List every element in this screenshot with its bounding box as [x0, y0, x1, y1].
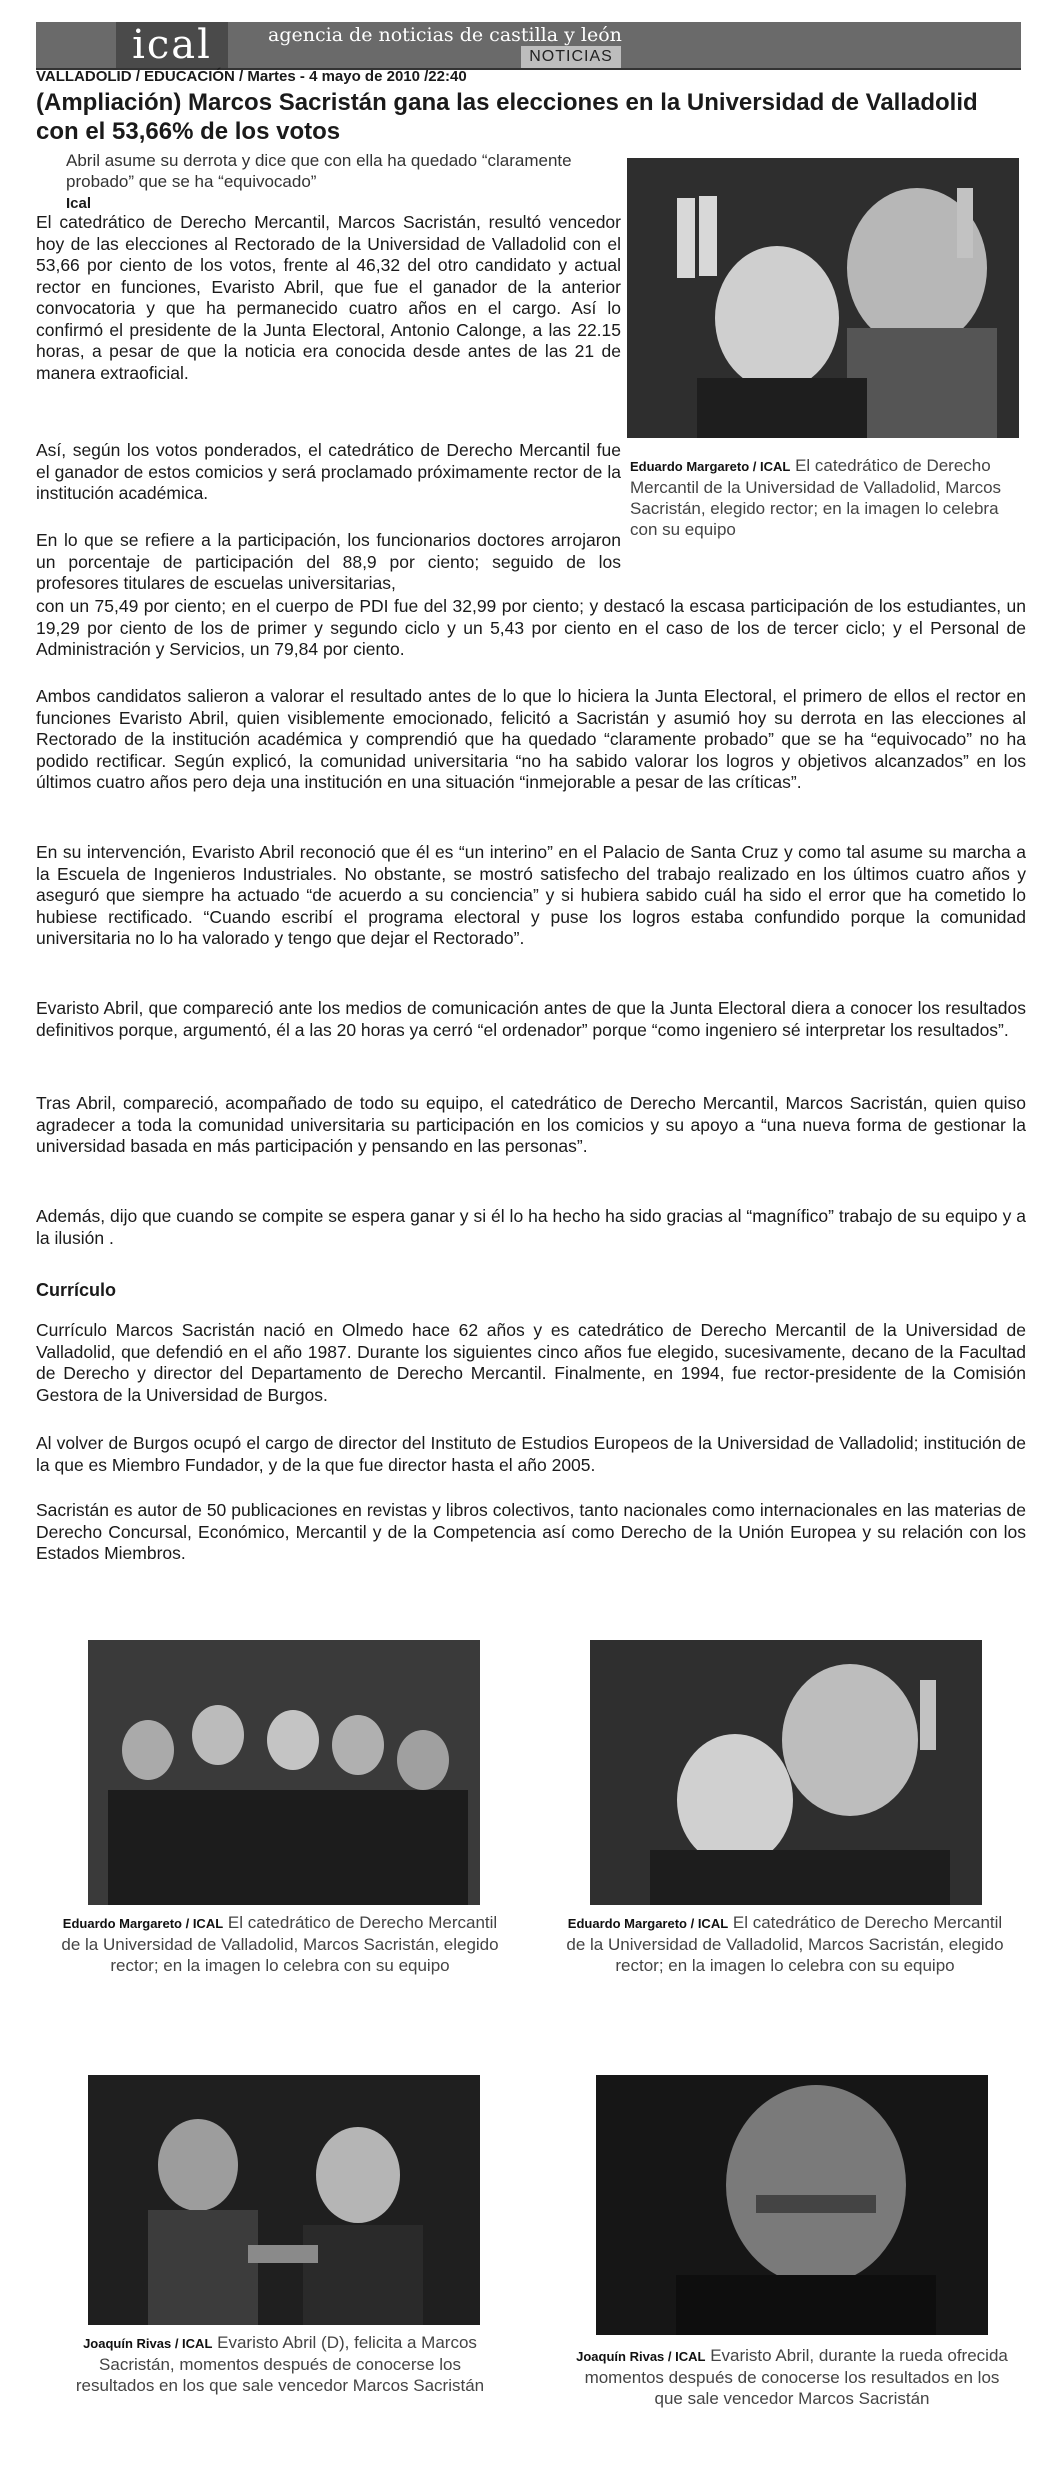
caption-text: Evaristo Abril, durante la rueda ofrecida momentos después de conocerse los resultados en los que sale vencedor Marcos Sacristán	[584, 2346, 1008, 2408]
caption-press-conference	[572, 2345, 1012, 2409]
body-paragraph: con un 75,49 por ciento; en el cuerpo de PDI fue del 32,99 por ciento; y destacó la escasa participación de los estudiantes, un 19,29 por ciento de los de primer y segundo ciclo y un 5,43 por ciento en el caso de los de tercer ciclo; y el Personal de Administración y Servicios, un 79,84 por ciento.	[36, 596, 1026, 659]
agency-tag: Ical	[66, 195, 92, 212]
photo-celebration-closeup-image	[590, 1640, 982, 1905]
photo-press-conference-image	[596, 2075, 988, 2335]
ical-logo: ical	[116, 22, 228, 68]
photo-celebration-closeup	[590, 1640, 982, 1905]
subheadline: Abril asume su derrota y dice que con ella ha quedado “claramente probado” que se ha “equivocado”	[66, 151, 572, 191]
caption-handshake	[60, 2332, 500, 2396]
photo-team-group	[88, 1640, 480, 1905]
body-paragraph: El catedrático de Derecho Mercantil, Marcos Sacristán, resultó vencedor hoy de las elecciones al Rectorado de la Universidad de Valladolid con el 53,66 por ciento de los votos, frente al 46,32 del otro candidato y actual rector en funciones, Evaristo Abril, que fue el ganador de la anterior convocatoria y que ha permanecido cuatro años en el cargo. Así lo confirmó el presidente de la Junta Electoral, Antonio Calonge, a las 22.15 horas, a pesar de que la noticia era conocida desde antes de las 21 de manera extraoficial.	[36, 212, 621, 383]
caption-celebration-closeup	[565, 1912, 1005, 1976]
caption-team-group	[60, 1912, 500, 1976]
body-paragraph: Ambos candidatos salieron a valorar el resultado antes de lo que lo hiciera la Junta Electoral, el primero de ellos el rector en funciones Evaristo Abril, quien visiblemente emocionado, felicitó a Sacristán y asumió hoy su derrota en las elecciones al Rectorado de la institución académica y comprendió que ha quedado “claramente probado” que se ha “equivocado” no ha podido rectificar. Según explicó, la comunidad universitaria “no ha sabido valorar los logros y objetivos alcanzados” en los últimos cuatro años pero deja una institución en una situación “inmejorable a pesar de las críticas”.	[36, 686, 1026, 792]
cv-paragraph: Al volver de Burgos ocupó el cargo de director del Instituto de Estudios Europeos de la Universidad de Valladolid; institución de la que es Miembro Fundador, y de la que fue director hasta el año 2005.	[36, 1433, 1026, 1475]
cv-heading: Currículo	[36, 1280, 117, 1300]
caption-credit: Eduardo Margareto / ICAL	[62, 1916, 224, 1931]
photo-handshake-image	[88, 2075, 480, 2325]
caption-text: Evaristo Abril (D), felicita a Marcos Sacristán, momentos después de conocerse los resultados en los que sale vencedor Marcos Sacristán	[75, 2333, 485, 2395]
caption-top	[630, 455, 1022, 540]
section-label: NOTICIAS	[521, 46, 621, 68]
body-paragraph: En lo que se refiere a la participación, los funcionarios doctores arrojaron un porcentaje de participación del 88,9 por ciento; seguido de los profesores titulares de escuelas universitarias,	[36, 530, 621, 593]
body-paragraph: Así, según los votos ponderados, el catedrático de Derecho Mercantil fue el ganador de estos comicios y será proclamado próximamente rector de la institución académica.	[36, 440, 621, 503]
agency-name: agencia de noticias de castilla y león	[268, 24, 622, 46]
photo-handshake	[88, 2075, 480, 2325]
cv-paragraph: Sacristán es autor de 50 publicaciones en revistas y libros colectivos, tanto nacionales como internacionales en las materias de Derecho Concursal, Económico, Mercantil y de la Competencia así como Derecho de la Unión Europea y su relación con los Estados Miembros.	[36, 1500, 1026, 1563]
photo-celebration-top-image	[627, 158, 1019, 438]
body-paragraph: En su intervención, Evaristo Abril reconoció que él es “un interino” en el Palacio de Santa Cruz y como tal asume su marcha a la Escuela de Ingenieros Industriales. No obstante, se mostró satisfecho del trabajo realizado en los últimos cuatro años y aseguró que siempre ha actuado “de acuerdo a su conciencia” y si hubiera sabido cuál ha sido el error que ha cometido lo hubiese rectificado. “Cuando escribí el programa electoral y puse los logros estaba confundido porque la comunidad universitaria no lo ha valorado y tengo que dejar el Rectorado”.	[36, 842, 1026, 948]
body-paragraph: Tras Abril, compareció, acompañado de todo su equipo, el catedrático de Derecho Mercantil, Marcos Sacristán, quien quiso agradecer a toda la comunidad universitaria su participación en los comicios y su apoyo a “una nueva forma de gestionar la universidad basada en más participación y pensando en las personas”.	[36, 1093, 1026, 1156]
caption-credit: Eduardo Margareto / ICAL	[630, 459, 791, 474]
photo-press-conference	[596, 2075, 988, 2335]
caption-credit: Joaquín Rivas / ICAL	[576, 2349, 706, 2364]
photo-celebration-top	[627, 158, 1019, 438]
headline: (Ampliación) Marcos Sacristán gana las elecciones en la Universidad de Valladolid con el 53,66% de los votos	[36, 89, 978, 145]
photo-team-group-image	[88, 1640, 480, 1905]
caption-credit: Joaquín Rivas / ICAL	[83, 2336, 213, 2351]
dateline: VALLADOLID / EDUCACIÓN / Martes - 4 mayo de 2010 /22:40	[36, 68, 467, 85]
caption-text: El catedrático de Derecho Mercantil de la Universidad de Valladolid, Marcos Sacristán, elegido rector; en la imagen lo celebra con su equipo	[566, 1913, 1004, 1975]
caption-text: El catedrático de Derecho Mercantil de la Universidad de Valladolid, Marcos Sacristán, elegido rector; en la imagen lo celebra con su equipo	[61, 1913, 499, 1975]
caption-text: El catedrático de Derecho Mercantil de la Universidad de Valladolid, Marcos Sacristán, elegido rector; en la imagen lo celebra con su equipo	[630, 456, 1002, 539]
body-paragraph: Además, dijo que cuando se compite se espera ganar y si él lo ha hecho ha sido gracias al “magnífico” trabajo de su equipo y a la ilusión .	[36, 1206, 1026, 1248]
caption-credit: Eduardo Margareto / ICAL	[567, 1916, 729, 1931]
agency-banner	[36, 22, 1021, 70]
body-paragraph: Evaristo Abril, que compareció ante los medios de comunicación antes de que la Junta Electoral diera a conocer los resultados definitivos porque, argumentó, él a las 20 horas ya cerró “el ordenador” porque “como ingeniero sé interpretar los resultados”.	[36, 998, 1026, 1040]
cv-paragraph: Currículo Marcos Sacristán nació en Olmedo hace 62 años y es catedrático de Derecho Mercantil de la Universidad de Valladolid, que defendió en el año 1987. Durante los siguientes cinco años fue elegido, sucesivamente, decano de la Facultad de Derecho y director del Departamento de Derecho Mercantil. Finalmente, en 1994, fue rector-presidente de la Comisión Gestora de la Universidad de Burgos.	[36, 1320, 1026, 1405]
